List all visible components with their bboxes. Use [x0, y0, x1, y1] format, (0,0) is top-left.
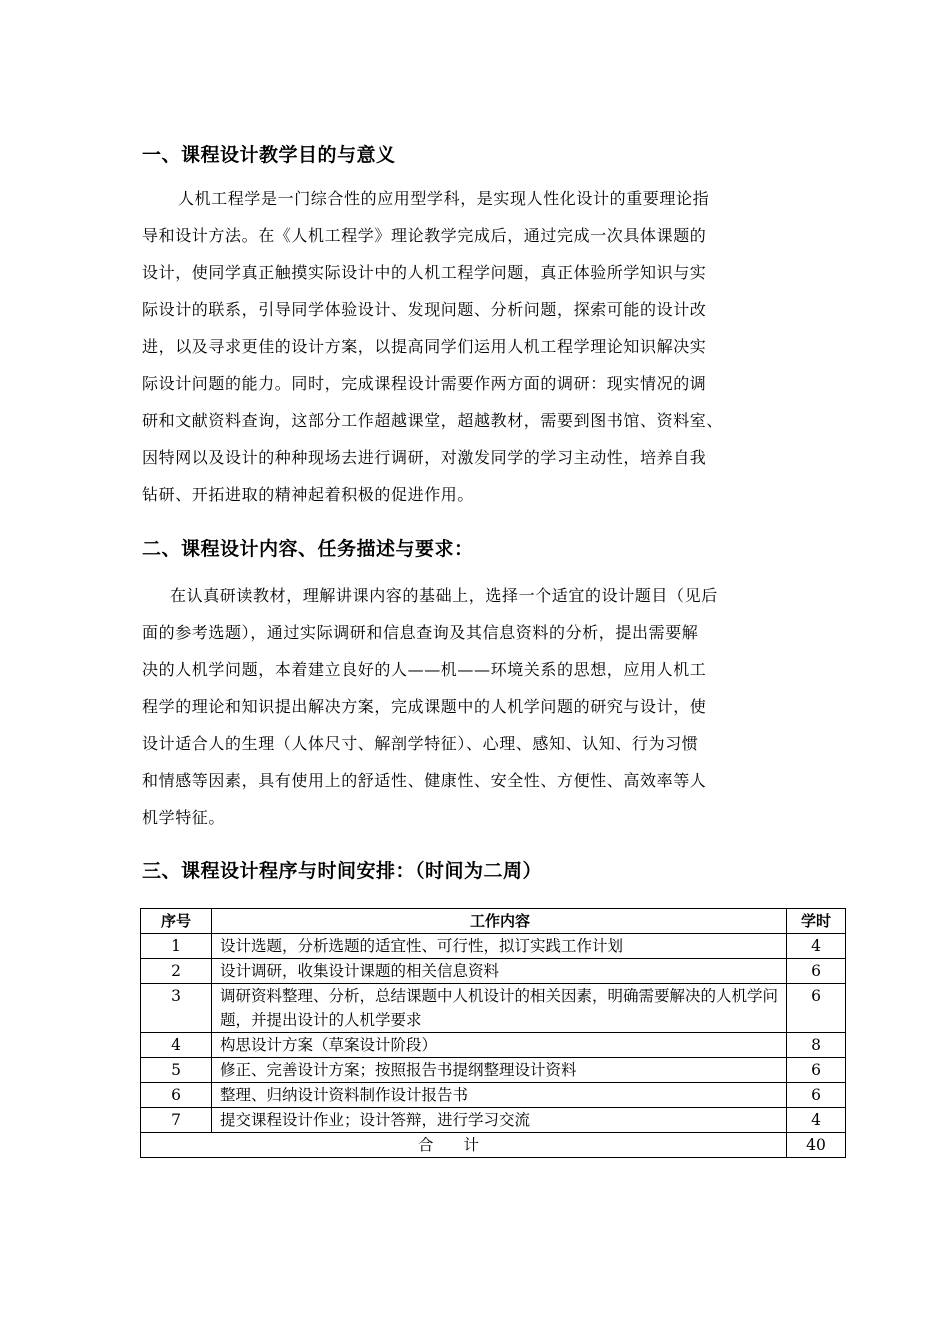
row-content: 整理、归纳设计资料制作设计报告书: [212, 1083, 787, 1108]
table-row: [141, 1033, 846, 1058]
header-content: 工作内容: [212, 909, 787, 934]
paragraph-line: 钻研、开拓进取的精神起着积极的促进作用。: [142, 485, 475, 504]
row-num: 5: [141, 1058, 212, 1083]
row-content: 设计选题，分析选题的适宜性、可行性，拟订实践工作计划: [212, 934, 787, 959]
row-hours: 6: [787, 959, 846, 984]
paragraph-line: 际设计问题的能力。同时，完成课程设计需要作两方面的调研：现实情况的调: [142, 374, 707, 393]
section1-heading: 一、课程设计教学目的与意义: [142, 144, 396, 166]
schedule-table: [140, 908, 846, 1158]
section3-heading: 三、课程设计程序与时间安排：（时间为二周）: [142, 860, 543, 882]
section2-heading: 二、课程设计内容、任务描述与要求：: [142, 538, 474, 560]
paragraph-line: 和情感等因素，具有使用上的舒适性、健康性、安全性、方便性、高效率等人: [142, 771, 707, 790]
row-content: 修正、完善设计方案；按照报告书提纲整理设计资料: [212, 1058, 787, 1083]
table-row: [141, 1083, 846, 1108]
row-hours: 6: [787, 1058, 846, 1083]
paragraph-line: 进，以及寻求更佳的设计方案，以提高同学们运用人机工程学理论知识解决实: [142, 337, 707, 356]
table-row: [141, 984, 846, 1033]
table-row: [141, 959, 846, 984]
row-num: 1: [141, 934, 212, 959]
section2-paragraph: [142, 577, 718, 836]
row-hours: 4: [787, 934, 846, 959]
header-num: 序号: [141, 909, 212, 934]
paragraph-line: 程学的理论和知识提出解决方案，完成课题中的人机学问题的研究与设计，使: [142, 697, 707, 716]
paragraph-line: 研和文献资料查询，这部分工作超越课堂，超越教材，需要到图书馆、资料室、: [142, 411, 724, 430]
row-hours: 4: [787, 1108, 846, 1133]
paragraph-line: 面的参考选题），通过实际调研和信息查询及其信息资料的分析，提出需要解: [142, 623, 699, 642]
paragraph-line: 设计，使同学真正触摸实际设计中的人机工程学问题，真正体验所学知识与实: [142, 263, 707, 282]
row-num: 6: [141, 1083, 212, 1108]
row-content: 提交课程设计作业；设计答辩，进行学习交流: [212, 1108, 787, 1133]
paragraph-line: 在认真研读教材，理解讲课内容的基础上，选择一个适宜的设计题目（见后: [170, 586, 718, 605]
total-hours: 40: [787, 1133, 846, 1158]
paragraph-line: 机学特征。: [142, 808, 226, 827]
table-header-row: [141, 909, 846, 934]
paragraph-line: 人机工程学是一门综合性的应用型学科，是实现人性化设计的重要理论指: [178, 189, 710, 208]
section1-paragraph: [142, 180, 723, 513]
row-hours: 8: [787, 1033, 846, 1058]
paragraph-line: 导和设计方法。在《人机工程学》理论教学完成后，通过完成一次具体课题的: [142, 226, 707, 245]
table-row: [141, 934, 846, 959]
paragraph-line: 决的人机学问题，本着建立良好的人——机——环境关系的思想，应用人机工: [142, 660, 707, 679]
row-num: 2: [141, 959, 212, 984]
total-label: 合计: [141, 1133, 787, 1158]
row-num: 7: [141, 1108, 212, 1133]
table-row: [141, 1108, 846, 1133]
row-content: 调研资料整理、分析，总结课题中人机设计的相关因素，明确需要解决的人机学问题，并提出设计的人机学要求: [212, 984, 787, 1033]
table-row: [141, 1058, 846, 1083]
row-hours: 6: [787, 984, 846, 1033]
table-total-row: [141, 1133, 846, 1158]
header-hours: 学时: [787, 909, 846, 934]
row-content: 设计调研，收集设计课题的相关信息资料: [212, 959, 787, 984]
row-content: 构思设计方案（草案设计阶段）: [212, 1033, 787, 1058]
paragraph-line: 际设计的联系，引导同学体验设计、发现问题、分析问题，探索可能的设计改: [142, 300, 707, 319]
paragraph-line: 设计适合人的生理（人体尺寸、解剖学特征）、心理、感知、认知、行为习惯: [142, 734, 699, 753]
paragraph-line: 因特网以及设计的种种现场去进行调研，对激发同学的学习主动性，培养自我: [142, 448, 707, 467]
row-num: 4: [141, 1033, 212, 1058]
row-hours: 6: [787, 1083, 846, 1108]
row-num: 3: [141, 984, 212, 1033]
